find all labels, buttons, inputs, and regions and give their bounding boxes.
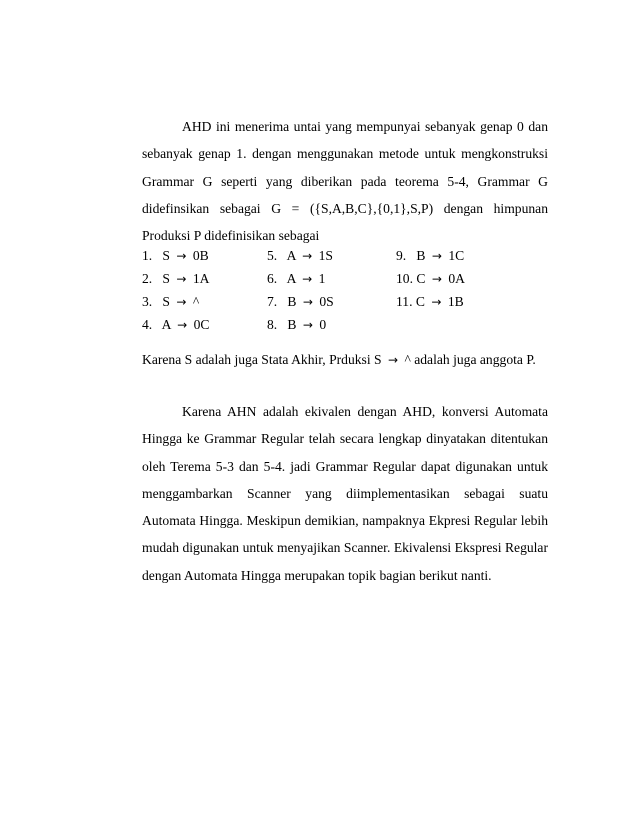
rule-number: 8. bbox=[267, 317, 278, 332]
rule-number: 1. bbox=[142, 248, 153, 263]
rules-column-2 bbox=[267, 244, 334, 336]
production-rule bbox=[142, 290, 209, 313]
rule-number: 7. bbox=[267, 294, 278, 309]
rule-lhs: A bbox=[161, 317, 171, 332]
rule-number: 4. bbox=[142, 317, 153, 332]
note-text-before: Karena S adalah juga Stata Akhir, Prduksi S bbox=[142, 352, 382, 367]
paragraph-intro: AHD ini menerima untai yang mempunyai sebanyak genap 0 dan sebanyak genap 1. dengan menggunakan metode untuk mengkonstruksi Grammar G seperti yang diberikan pada teorema 5-4, Grammar G didefinsikan sebagai G = ({S,A,B,C},{0,1},S,P) dengan himpunan Produksi P didefinisikan sebagai bbox=[142, 119, 548, 244]
rule-number: 11. bbox=[396, 294, 413, 309]
production-rule bbox=[267, 313, 334, 336]
rule-rhs: 0S bbox=[319, 294, 334, 309]
rule-lhs: S bbox=[162, 271, 170, 286]
production-rules-list bbox=[142, 244, 548, 336]
arrow-icon: → bbox=[431, 272, 442, 286]
arrow-icon: → bbox=[302, 318, 313, 332]
paragraph-conclusion: Karena AHN adalah ekivalen dengan AHD, konversi Automata Hingga ke Grammar Regular telah secara lengkap dinyatakan ditentukan oleh Terema 5-3 dan 5-4. jadi Grammar Regular dapat digunakan untuk menggambarkan Scanner yang diimplementasikan sebagai suatu Automata Hingga. Meskipun demikian, nampaknya Ekpresi Regular lebih mudah digunakan untuk menyajikan Scanner. Ekivalensi Ekspresi Regular dengan Automata Hingga merupakan topik bagian berikut nanti. bbox=[142, 404, 548, 583]
rule-number: 9. bbox=[396, 248, 407, 263]
rule-lhs: C bbox=[415, 294, 425, 309]
rule-lhs: A bbox=[286, 248, 296, 263]
arrow-icon: → bbox=[302, 272, 313, 286]
rule-lhs: C bbox=[416, 271, 426, 286]
rule-rhs: ^ bbox=[192, 294, 200, 309]
rule-rhs: 1A bbox=[192, 271, 210, 286]
rule-number: 2. bbox=[142, 271, 153, 286]
rule-number: 5. bbox=[267, 248, 278, 263]
rule-rhs: 1C bbox=[448, 248, 465, 263]
rule-rhs: 0 bbox=[319, 317, 327, 332]
rules-column-1 bbox=[142, 244, 209, 336]
production-rule bbox=[396, 267, 465, 290]
arrow-icon: → bbox=[176, 272, 187, 286]
rule-number: 6. bbox=[267, 271, 278, 286]
rule-rhs: 0C bbox=[193, 317, 210, 332]
rule-rhs: 0B bbox=[192, 248, 209, 263]
production-rule bbox=[396, 290, 465, 313]
production-rule bbox=[396, 244, 465, 267]
rule-lhs: S bbox=[162, 248, 170, 263]
rule-number: 3. bbox=[142, 294, 153, 309]
production-rule bbox=[267, 267, 334, 290]
rule-lhs: A bbox=[286, 271, 296, 286]
rule-lhs: B bbox=[287, 294, 297, 309]
production-rule bbox=[142, 244, 209, 267]
rule-rhs: 0A bbox=[448, 271, 465, 286]
arrow-icon: → bbox=[431, 249, 442, 263]
rule-number: 10. bbox=[396, 271, 413, 286]
arrow-icon: → bbox=[431, 295, 442, 309]
production-rule bbox=[267, 290, 334, 313]
note-text-after: ^ adalah juga anggota P. bbox=[404, 352, 536, 367]
arrow-icon: → bbox=[302, 249, 313, 263]
arrow-icon: → bbox=[176, 295, 187, 309]
arrow-icon: → bbox=[176, 249, 187, 263]
rule-rhs: 1S bbox=[318, 248, 333, 263]
rule-lhs: S bbox=[162, 294, 170, 309]
production-rule bbox=[142, 267, 209, 290]
arrow-icon: → bbox=[177, 318, 188, 332]
production-rule bbox=[267, 244, 334, 267]
arrow-icon: → bbox=[387, 353, 399, 367]
rules-column-3 bbox=[396, 244, 465, 313]
paragraph-final-state-note bbox=[142, 346, 548, 374]
production-rule bbox=[142, 313, 209, 336]
rule-lhs: B bbox=[416, 248, 426, 263]
rule-rhs: 1B bbox=[447, 294, 464, 309]
rule-lhs: B bbox=[287, 317, 297, 332]
arrow-icon: → bbox=[302, 295, 313, 309]
rule-rhs: 1 bbox=[318, 271, 326, 286]
